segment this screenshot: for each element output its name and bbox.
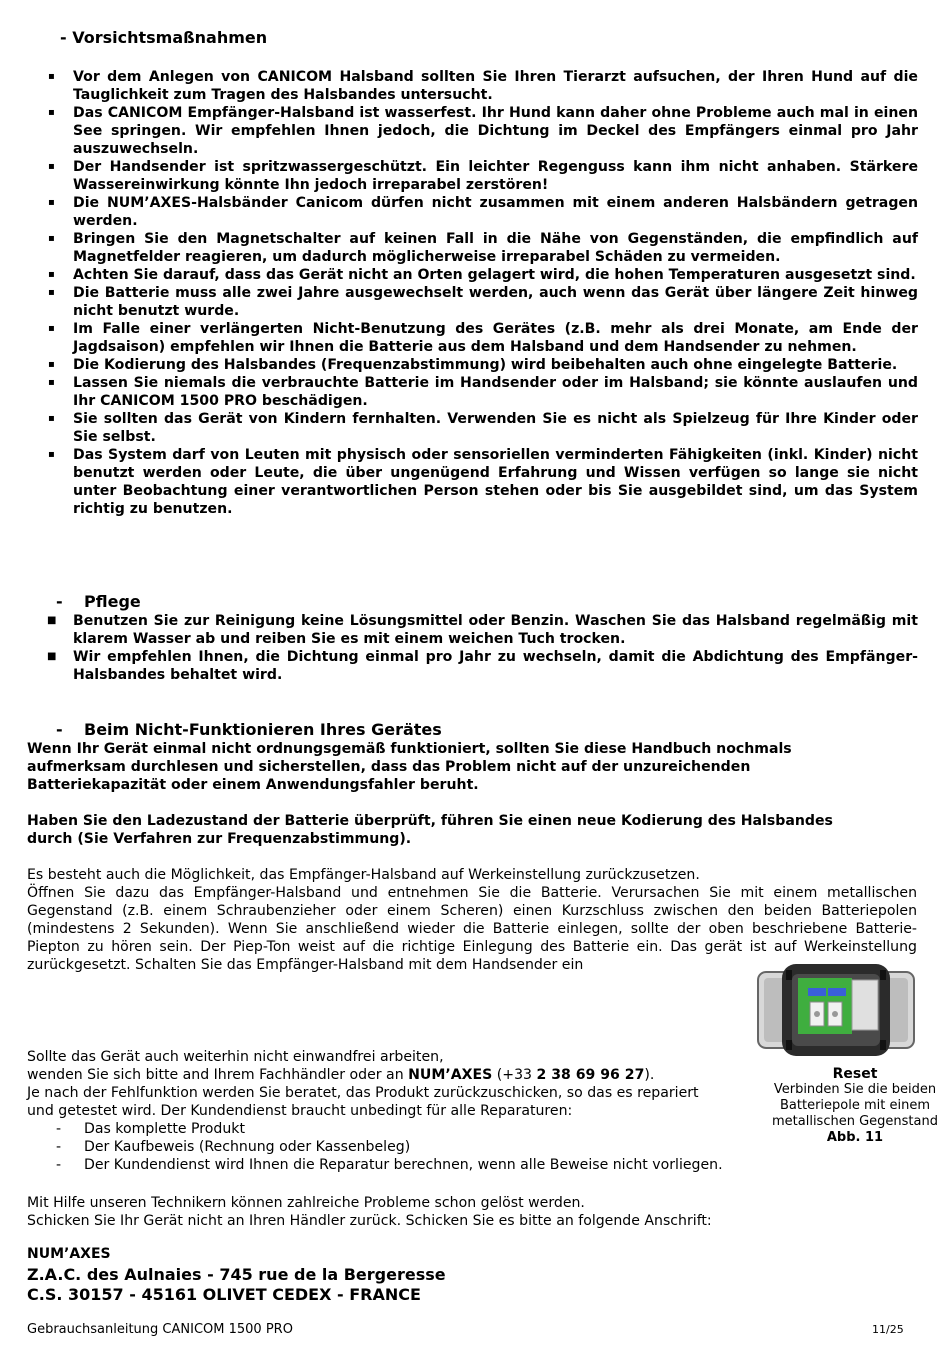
section-title-precautions: - Vorsichtsmaßnahmen	[60, 28, 268, 47]
list-item: ▪ Lassen Sie niemals die verbrauchte Batterie im Handsender oder im Halsband; sie könnte auslaufen und Ihr CANICOM 1500 PRO beschädigen.	[44, 374, 918, 410]
closing-text	[27, 1194, 917, 1230]
address-line-1: Z.A.C. des Aulnaies - 745 rue de la Bergeresse	[27, 1265, 446, 1284]
section-title-troubleshooting	[56, 720, 442, 739]
contact-company: NUM’AXES	[408, 1067, 493, 1083]
contact-text: wenden Sie sich bitte and Ihrem Fachhändler oder an	[27, 1067, 409, 1083]
contact-line: Sollte das Gerät auch weiterhin nicht einwandfrei arbeiten,	[27, 1049, 444, 1065]
section-title-text: Pflege	[84, 592, 141, 611]
list-item: ▪ Achten Sie darauf, dass das Gerät nicht an Orten gelagert wird, die hohen Temperaturen ausgesetzt sind.	[44, 266, 918, 284]
receiver-reset-image	[756, 962, 916, 1058]
section-title-care	[56, 592, 141, 611]
closing-line: Schicken Sie Ihr Gerät nicht an Ihren Händler zurück. Schicken Sie es bitte an folgende Anschrift:	[27, 1213, 712, 1229]
list-item: - Der Kundendienst wird Ihnen die Reparatur berechnen, wenn alle Beweise nicht vorliegen.	[56, 1156, 723, 1174]
footer-title: Gebrauchsanleitung CANICOM 1500 PRO	[27, 1322, 293, 1337]
troubleshooting-intro: Wenn Ihr Gerät einmal nicht ordnungsgemäß funktioniert, sollten Sie diese Handbuch nochmals aufmerksam durchlesen und sicherstellen, dass das Problem nicht auf der unzureichenden Batteriekapazität oder einem Anwendungsfahler beruht.	[27, 741, 792, 793]
reset-intro: Es besteht auch die Möglichkeit, das Empfänger-Halsband auf Werkeinstellung zurückzusetzen.	[27, 867, 700, 883]
repair-requirements-list	[56, 1120, 723, 1174]
address-company: NUM’AXES	[27, 1246, 111, 1262]
section-dash: -	[56, 720, 63, 739]
section-title-text: Beim Nicht-Funktionieren Ihres Gerätes	[84, 720, 442, 739]
list-item: ▪ Der Handsender ist spritzwassergeschützt. Ein leichter Regenguss kann ihm nicht anhaben. Stärkere Wassereinwirkung könnte Ihn jedoch irreparabel zerstören!	[44, 158, 918, 194]
figure-title: Reset	[832, 1066, 878, 1082]
list-item: ■ Wir empfehlen Ihnen, die Dichtung einmal pro Jahr zu wechseln, damit die Abdichtung des Empfänger-Halsbandes behaltet wird.	[44, 648, 918, 684]
list-item: ▪ Die Kodierung des Halsbandes (Frequenzabstimmung) wird beibehalten auch ohne eingelegte Batterie.	[44, 356, 918, 374]
address-line-2: C.S. 30157 - 45161 OLIVET CEDEX - FRANCE	[27, 1285, 421, 1304]
page-number: 11/25	[872, 1323, 904, 1336]
contact-line: und getestet wird. Der Kundendienst braucht unbedingt für alle Reparaturen:	[27, 1103, 573, 1119]
list-item: ▪ Bringen Sie den Magnetschalter auf keinen Fall in die Nähe von Gegenständen, die empfindlich auf Magnetfelder reagieren, um dadurch möglicherweise irreparabel Schäden zu vermeiden.	[44, 230, 918, 266]
section-dash: -	[56, 592, 63, 611]
list-item: ▪ Das System darf von Leuten mit physisch oder sensoriellen verminderten Fähigkeiten (inkl. Kinder) nicht benutzt werden oder Leute, die über ungenügend Erfahrung und Wissen verfügen so lange sie nicht unter Beobachtung einer verantwortlichen Person stehen oder bis Sie ausgebildet sind, um das System richtig zu benutzen.	[44, 446, 918, 518]
list-item: ▪ Sie sollten das Gerät von Kindern fernhalten. Verwenden Sie es nicht als Spielzeug für Ihre Kinder oder Sie selbst.	[44, 410, 918, 446]
figure-caption-text: Verbinden Sie die beiden Batteriepole mit einem metallischen Gegenstand	[772, 1082, 938, 1129]
troubleshooting-battery-check: Haben Sie den Ladezustand der Batterie überprüft, führen Sie einen neue Kodierung des Halsbandes durch (Sie Verfahren zur Frequenzabstimmung).	[27, 813, 833, 847]
list-item: ■ Benutzen Sie zur Reinigung keine Lösungsmittel oder Benzin. Waschen Sie das Halsband regelmäßig mit klarem Wasser ab und reiben Sie es mit einem weichen Tuch trocken.	[44, 612, 918, 648]
list-item: ▪ Im Falle einer verlängerten Nicht-Benutzung des Gerätes (z.B. mehr als drei Monate, am Ende der Jagdsaison) empfehlen wir Ihnen die Batterie aus dem Halsband und dem Handsender zu nehmen.	[44, 320, 918, 356]
list-item: ▪ Die Batterie muss alle zwei Jahre ausgewechselt werden, auch wenn das Gerät über längere Zeit hinweg nicht benutzt wurde.	[44, 284, 918, 320]
contact-text: (+33	[492, 1067, 537, 1083]
list-item: ▪ Die NUM’AXES-Halsbänder Canicom dürfen nicht zusammen mit einem anderen Halsbändern getragen werden.	[44, 194, 918, 230]
receiver-illustration	[756, 962, 916, 1058]
list-item: ▪ Das CANICOM Empfänger-Halsband ist wasserfest. Ihr Hund kann daher ohne Probleme auch mal in einen See springen. Wir empfehlen Ihnen jedoch, die Dichtung im Deckel des Empfängers einmal pro Jahr auszuwechseln.	[44, 104, 918, 158]
precautions-list	[44, 68, 918, 518]
figure-label: Abb. 11	[826, 1130, 884, 1145]
care-list	[44, 612, 918, 684]
closing-line: Mit Hilfe unseren Technikern können zahlreiche Probleme schon gelöst werden.	[27, 1195, 585, 1211]
figure-caption	[765, 1066, 945, 1146]
reset-instructions: Öffnen Sie dazu das Empfänger-Halsband und entnehmen Sie die Batterie. Verursachen Sie mit einem metallischen Gegenstand (z.B. einem Schraubenzieher oder einem Scheren) einen Kurzschluss zwischen den beiden Batteriepolen (mindestens 2 Sekunden). Wenn Sie anschließend wieder die Batterie einlegen, sollte der oben beschriebene Batterie-Piepton zu hören sein. Der Piep-Ton weist auf die richtige Einlegung des Batterie ein. Das gerät ist auf Werkeinstellung zurückgesetzt. Schalten Sie das Empfänger-Halsband mit dem Handsender ein	[27, 885, 917, 973]
contact-phone: 2 38 69 96 27	[536, 1067, 645, 1083]
contact-line: Je nach der Fehlfunktion werden Sie beratet, das Produkt zurückzuschicken, so das es repariert	[27, 1085, 699, 1101]
contact-block	[27, 1048, 747, 1120]
contact-text: ).	[644, 1067, 655, 1083]
list-item: - Der Kaufbeweis (Rechnung oder Kassenbeleg)	[56, 1138, 723, 1156]
list-item: ▪ Vor dem Anlegen von CANICOM Halsband sollten Sie Ihren Tierarzt aufsuchen, der Ihren Hund auf die Tauglichkeit zum Tragen des Halsbandes untersucht.	[44, 68, 918, 104]
list-item: - Das komplette Produkt	[56, 1120, 723, 1138]
contact-line	[27, 1066, 747, 1084]
